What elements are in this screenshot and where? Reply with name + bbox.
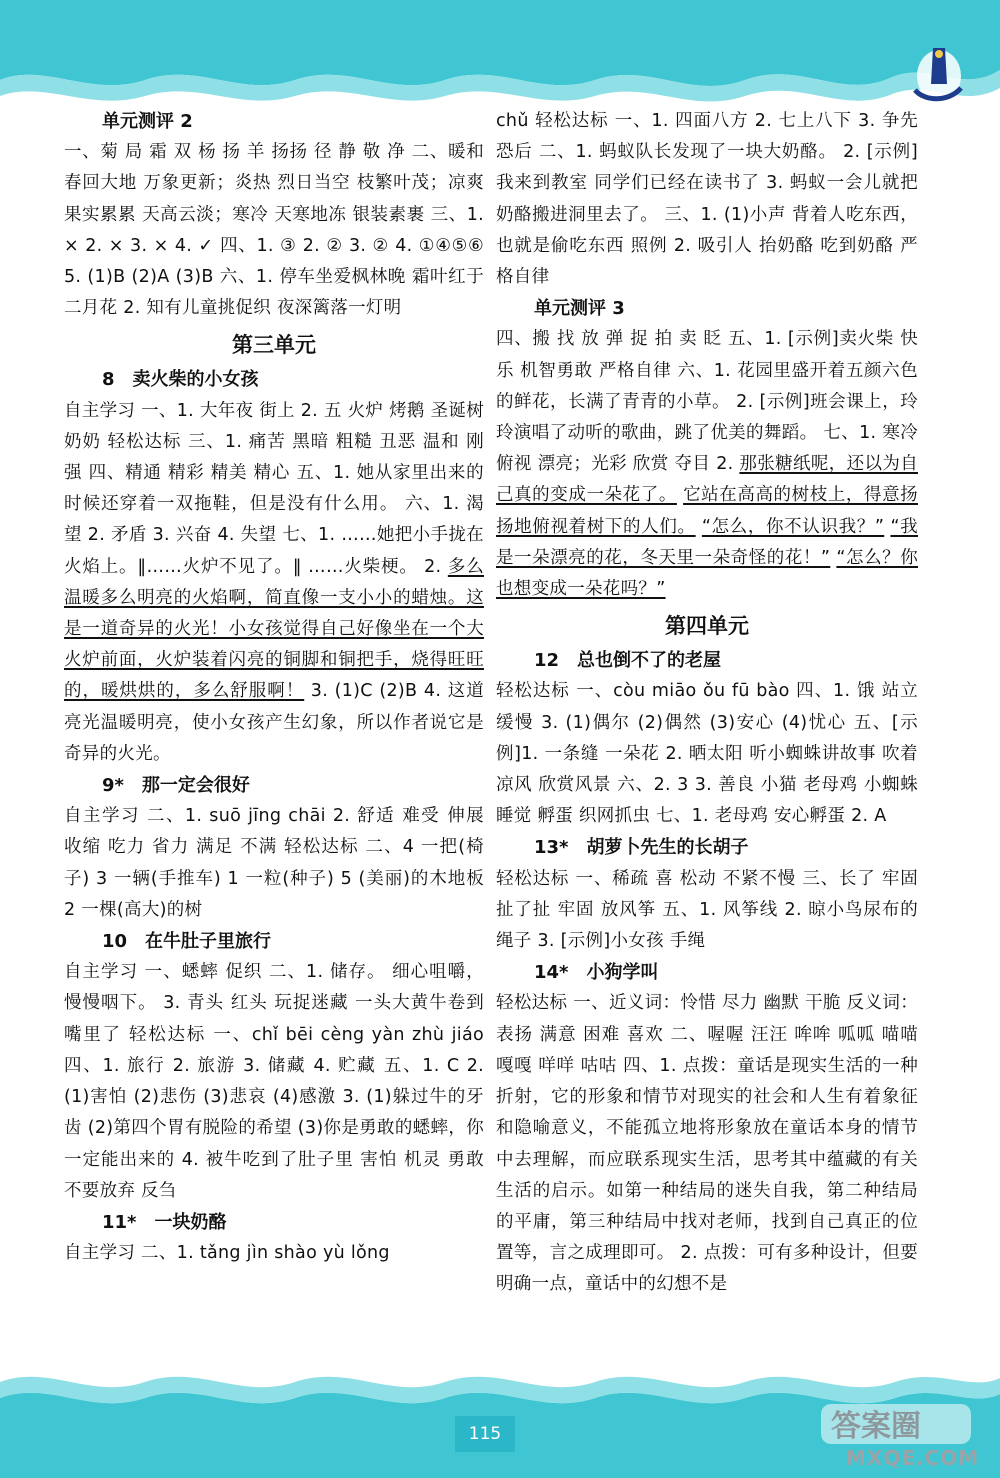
- top-wave-banner: [0, 0, 1000, 120]
- svg-text:答案圈: 答案圈: [831, 1409, 921, 1444]
- lesson-body-9: 自主学习 二、1. suō jīng chāi 2. 舒适 难受 伸展 收缩 吃力 省力 满足 不满 轻松达标 二、4 一把(椅子) 3 一辆(手推车) 1 一粒(种子) 5 (美丽)的木地板 2 一棵(高大)的树: [64, 806, 484, 920]
- right-column: [496, 106, 918, 1301]
- unit-heading-3: 第三单元: [232, 333, 316, 358]
- section-body-unit-test-3: [496, 324, 918, 605]
- underlined-sentence-5: “怎么？你也想变成一朵花吗？”: [496, 547, 918, 600]
- lesson-body-12: 轻松达标 一、còu miāo ǒu fū bào 四、1. 饿 站立 缓慢 3. (1)偶尔 (2)偶然 (3)安心 (4)忧心 五、[示例]1. 一条缝 一朵花 2. 晒太阳 听小蜘蛛讲故事 吹着凉风 欣赏风景 六、2. 3 3. 善良 小猫 老母鸡 小蜘蛛 睡觉 孵蛋 织网抓虫 七、1. 老母鸡 安心孵蛋 2. A: [496, 681, 918, 827]
- section-title-unit-test-2: 单元测评 2: [102, 111, 193, 132]
- lesson-title-12: 12 总也倒不了的老屋: [534, 650, 722, 672]
- lesson-body-8: [64, 396, 484, 770]
- lesson-body-13: 轻松达标 一、稀疏 喜 松动 不紧不慢 三、长了 牢固 扯了扯 牢固 放风筝 五、1. 风筝线 2. 晾小鸟尿布的绳子 3. [示例]小女孩 手绳: [496, 868, 918, 952]
- unit-test-3-text: 四、搬 找 放 弹 捉 拍 卖 眨 五、1. [示例]卖火柴 快乐 机智勇敢 严格自律 六、1. 花园里盛开着五颜六色的鲜花，长满了青青的小草。 2. [示例]班会课上，玲玲演唱了动听的歌曲，跳了优美的舞蹈。 七、1. 寒冷 俯视 漂亮；光彩 欣赏 夺目 2.: [496, 329, 918, 475]
- lesson-title-11: 11* 一块奶酪: [102, 1211, 227, 1233]
- section-body-unit-test-2: 一、菊 局 霜 双 杨 扬 羊 扬扬 径 静 敬 净 二、暖和 春回大地 万象更新；炎热 烈日当空 枝繁叶茂；凉爽 果实累累 天高云淡；寒冷 天寒地冻 银装素裹 三、1. × 2. × 3. × 4. ✓ 四、1. ③ 2. ② 3. ② 4. ①④⑤⑥ 5. (1)B (2)A (3)B 六、1. 停车坐爱枫林晚 霜叶红于二月花 2. 知有儿童挑促织 夜深篱落一灯明: [64, 142, 484, 319]
- lesson-title-10: 10 在牛肚子里旅行: [102, 931, 272, 953]
- lesson-body-10: 自主学习 一、蟋蟀 促织 二、1. 储存。 细心咀嚼，慢慢咽下。 3. 青头 红头 玩捉迷藏 一头大黄牛卷到嘴里了 轻松达标 一、chǐ bēi cèng yàn zhù jiáo 四、1. 旅行 2. 旅游 3. 储藏 4. 贮藏 五、1. C 2. (1)害怕 (2)悲伤 (3)悲哀 (4)感激 3. (1)躲过牛的牙齿 (2)第四个胃有脱险的希望 (3)你是勇敢的蟋蟀，你一定能出来的 4. 被牛吃到了肚子里 害怕 机灵 勇敢 不要放弃 反刍: [64, 962, 484, 1201]
- underlined-sentence-2: 它站在高高的树枝上，得意扬扬地俯视着树下的人们。: [496, 485, 918, 537]
- underlined-sentence-4: “我是一朵漂亮的花，冬天里一朵奇怪的花！”: [496, 516, 918, 568]
- left-column: [64, 106, 484, 1269]
- underlined-sentence-1: 那张糖纸呢，还以为自己真的变成一朵花了。: [496, 454, 918, 506]
- section-title-unit-test-3: 单元测评 3: [534, 298, 625, 320]
- lesson-8-text-a: 自主学习 一、1. 大年夜 街上 2. 五 火炉 烤鹅 圣诞树 奶奶 轻松达标 三、1. 痛苦 黑暗 粗糙 丑恶 温和 刚强 四、精通 精彩 精美 精心 五、1. 她从家里出来的时候还穿着一双拖鞋，但是没有什么用。 六、1. 渴望 2. 矛盾 3. 兴奋 4. 失望 七、1. ……她把小手拢在火焰上。‖……火炉不见了。‖ ……火柴梗。 2.: [64, 400, 484, 577]
- page-number: 115: [455, 1416, 515, 1452]
- decorative-mascot-icon: [905, 40, 967, 110]
- lesson-body-14: 轻松达标 一、近义词：怜惜 尽力 幽默 干脆 反义词：表扬 满意 困难 喜欢 二、喔喔 汪汪 哞哞 呱呱 喵喵 嘎嘎 咩咩 咕咕 四、1. 点拨：童话是现实生活的一种折射，它的形象和情节对现实的社会和人生有着象征和隐喻意义，不能孤立地将形象放在童话本身的情节中去理解，而应联系现实生活，思考其中蕴藏的有关生活的启示。如第一种结局的迷失自我，第二种结局的平庸，第三种结局中找对老师，找到自己真正的位置等，言之成理即可。 2. 点拨：可有多种设计，但要明确一点，童话中的幻想不是: [496, 993, 918, 1295]
- lesson-8-underlined-text: 多么温暖多么明亮的火焰啊，简直像一支小小的蜡烛。这是一道奇异的火光！小女孩觉得自己好像坐在一个大火炉前面，火炉装着闪亮的铜脚和铜把手，烧得旺旺的，暖烘烘的，多么舒服啊！: [64, 556, 484, 702]
- watermark-url: MXQE.COM: [846, 1446, 980, 1470]
- unit-heading-4: 第四单元: [665, 614, 749, 639]
- lesson-title-8: 8 卖火柴的小女孩: [102, 369, 259, 391]
- lesson-8-text-b: 3. (1)C (2)B 4. 这道亮光温暖明亮，使小女孩产生幻象，所以作者说它是奇异的火光。: [64, 681, 484, 764]
- lesson-title-14: 14* 小狗学叫: [534, 962, 659, 984]
- lesson-body-11: 自主学习 二、1. tǎng jìn shào yù lǒng: [64, 1243, 390, 1264]
- lesson-title-13: 13* 胡萝卜先生的长胡子: [534, 837, 749, 859]
- lesson-title-9: 9* 那一定会很好: [102, 775, 250, 797]
- underlined-sentence-3: “怎么，你不认识我？”: [701, 516, 885, 537]
- lesson-11-continued: chǔ 轻松达标 一、1. 四面八方 2. 七上八下 3. 争先恐后 二、1. 蚂蚁队长发现了一块大奶酪。 2. [示例]我来到教室 同学们已经在读书了 3. 蚂蚁一会儿就把奶酪搬进洞里去了。 三、1. (1)小声 背着人吃东西，也就是偷吃东西 照例 2. 吸引人 抬奶酪 吃到奶酪 严格自律: [496, 111, 918, 288]
